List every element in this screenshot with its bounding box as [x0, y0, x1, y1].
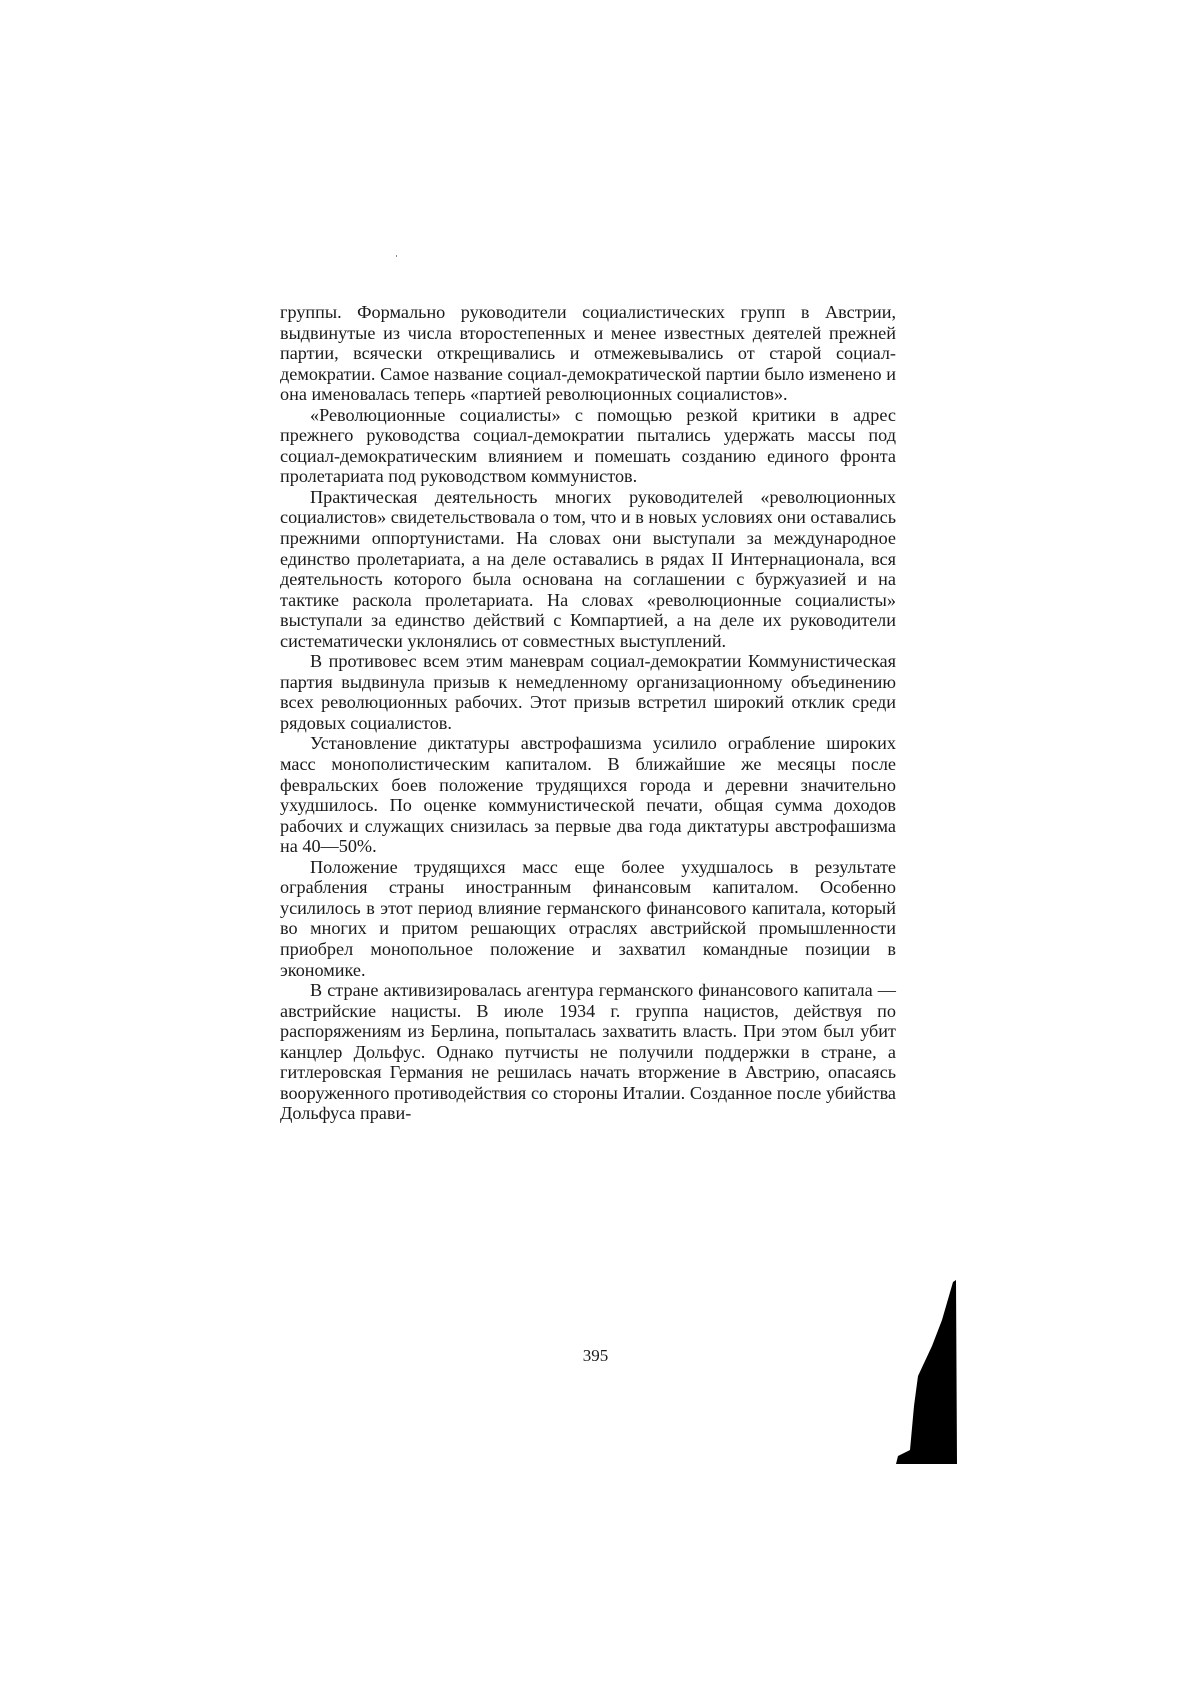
paragraph: В стране активизировалась агентура германского финансового капитала — австрийские нацисты. В июле 1934 г. группа нацистов, действуя по распоряжениям из Берлина, попыталась захватить власть. При этом был убит канцлер Дольфус. Однако путчисты не получили поддержки в стране, а гитлеровская Германия не решилась начать вторжение в Австрию, опасаясь вооруженного противодействия со стороны Италии. Созданное после убийства Дольфуса прави- [280, 980, 896, 1124]
scan-artifact-shape [896, 1280, 966, 1464]
paragraph: Практическая деятельность многих руководителей «революционных социалистов» свидетельствовала о том, что и в новых условиях они оставались прежними оппортунистами. На словах они выступали за международное единство пролетариата, а на деле оставались в рядах II Интернационала, вся деятельность которого была основана на соглашении с буржуазией и на тактике раскола пролетариата. На словах «революционные социалисты» выступали за единство действий с Компартией, а на деле их руководители систематически уклонялись от совместных выступлений. [280, 486, 897, 651]
page-number: 395 [582, 1346, 609, 1365]
body-text [280, 302, 896, 1124]
paragraph: группы. Формально руководители социалистических групп в Австрии, выдвинутые из числа второстепенных и менее известных деятелей прежней партии, всячески открещивались и отмежевывались от старой социал-демократии. Самое название социал-демократической партии было изменено и она именовалась теперь «партией революционных социалистов». [280, 302, 896, 405]
paragraph: Установление диктатуры австрофашизма усилило ограбление широких масс монополистическим капиталом. В ближайшие же месяцы после февральских боев положение трудящихся города и деревни значительно ухудшилось. По оценке коммунистической печати, общая сумма доходов рабочих и служащих снизилась за первые два года диктатуры австрофашизма на 40—50%. [280, 733, 896, 857]
paragraph: В противовес всем этим маневрам социал-демократии Коммунистическая партия выдвинула призыв к немедленному организационному объединению всех революционных рабочих. Этот призыв встретил широкий отклик среди рядовых социалистов. [280, 651, 896, 733]
paragraph: Положение трудящихся масс еще более ухудшалось в результате ограбления страны иностранным финансовым капиталом. Особенно усилилось в этот период влияние германского финансового капитала, который во многих и притом решающих отраслях австрийской промышленности приобрел монопольное положение и захватил командные позиции в экономике. [280, 856, 896, 980]
scan-speck [396, 255, 397, 257]
paragraph: «Революционные социалисты» с помощью резкой критики в адрес прежнего руководства социал-демократии пытались удержать массы под социал-демократическим влиянием и помешать созданию единого фронта пролетариата под руководством коммунистов. [280, 404, 896, 487]
